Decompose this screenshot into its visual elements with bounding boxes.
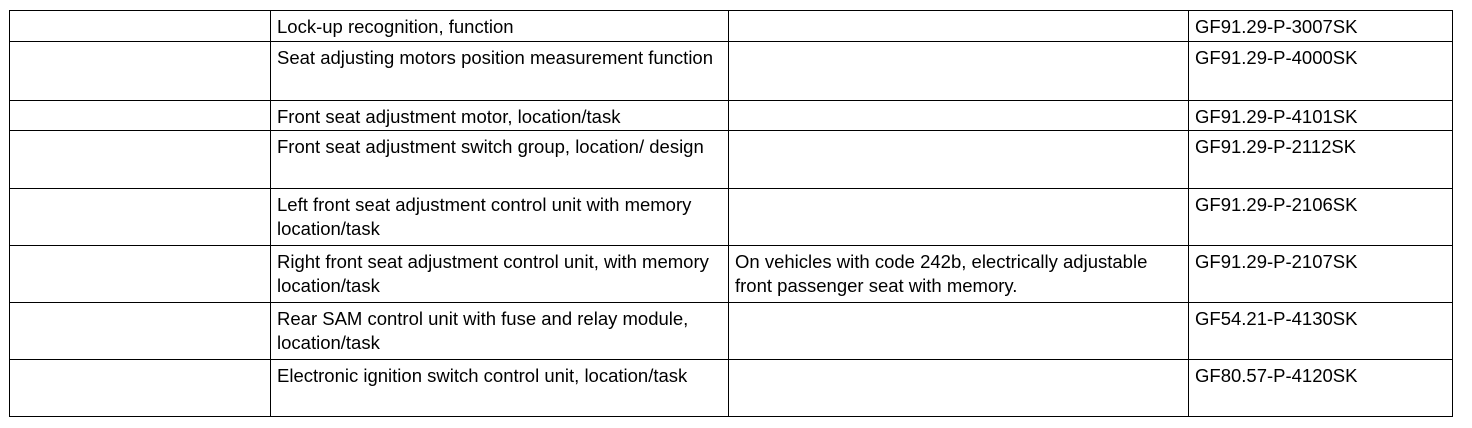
note-cell — [729, 360, 1189, 417]
reference-cell: GF54.21-P-4130SK — [1189, 303, 1453, 360]
reference-cell: GF91.29-P-2106SK — [1189, 189, 1453, 246]
row-label-cell — [10, 360, 271, 417]
row-label-cell — [10, 189, 271, 246]
description-cell: Seat adjusting motors position measurement function — [271, 42, 729, 101]
reference-cell: GF91.29-P-4000SK — [1189, 42, 1453, 101]
table-row — [10, 42, 1453, 101]
reference-cell: GF91.29-P-4101SK — [1189, 101, 1453, 131]
row-label-cell — [10, 131, 271, 189]
note-cell — [729, 303, 1189, 360]
reference-cell: GF91.29-P-2112SK — [1189, 131, 1453, 189]
description-cell: Front seat adjustment switch group, location/ design — [271, 131, 729, 189]
description-cell: Rear SAM control unit with fuse and relay module, location/task — [271, 303, 729, 360]
table-row — [10, 131, 1453, 189]
description-cell: Left front seat adjustment control unit with memory location/task — [271, 189, 729, 246]
row-label-cell — [10, 101, 271, 131]
table-row — [10, 11, 1453, 42]
row-label-cell — [10, 246, 271, 303]
table-row — [10, 101, 1453, 131]
row-label-cell — [10, 303, 271, 360]
note-cell: On vehicles with code 242b, electrically adjustable front passenger seat with memory. — [729, 246, 1189, 303]
document-table — [9, 10, 1453, 417]
note-cell — [729, 189, 1189, 246]
row-label-cell — [10, 42, 271, 101]
note-cell — [729, 42, 1189, 101]
reference-cell: GF80.57-P-4120SK — [1189, 360, 1453, 417]
description-cell: Front seat adjustment motor, location/task — [271, 101, 729, 131]
note-cell — [729, 11, 1189, 42]
description-cell: Right front seat adjustment control unit, with memory location/task — [271, 246, 729, 303]
note-cell — [729, 131, 1189, 189]
table-row — [10, 360, 1453, 417]
note-cell — [729, 101, 1189, 131]
row-label-cell — [10, 11, 271, 42]
reference-cell: GF91.29-P-3007SK — [1189, 11, 1453, 42]
table-row — [10, 246, 1453, 303]
reference-cell: GF91.29-P-2107SK — [1189, 246, 1453, 303]
table-row — [10, 303, 1453, 360]
description-cell: Electronic ignition switch control unit, location/task — [271, 360, 729, 417]
description-cell: Lock-up recognition, function — [271, 11, 729, 42]
table-row — [10, 189, 1453, 246]
